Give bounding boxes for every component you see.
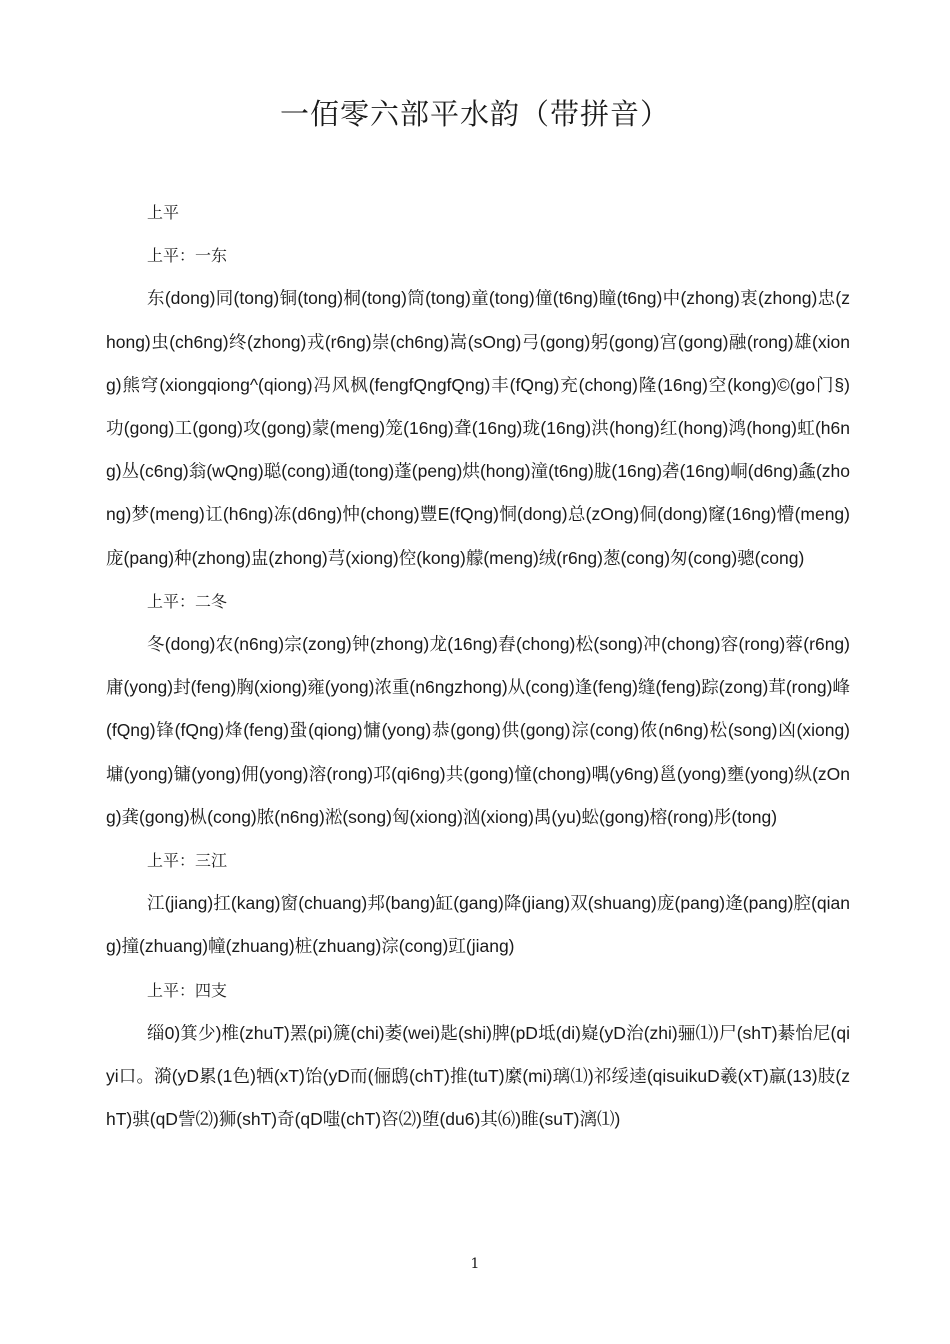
document-title: 一佰零六部平水韵（带拼音） <box>279 97 670 131</box>
rhyme-paragraph: 冬(dong)农(n6ng)宗(zong)钟(zhong)龙(16ng)舂(chong)松(song)冲(chong)容(rong)蓉(r6ng)庸(yong)封(feng)胸(xiong)雍(yong)浓重(n6ngzhong)从(cong)逢(feng)缝(feng)踪(zong)茸(rong)峰(fQng)锋(fQng)烽(feng)蛩(qiong)慵(yong)恭(gong)供(gong)淙(cong)侬(n6ng)松(song)凶(xiong)墉(yong)镛(yong)佣(yong)溶(rong)邛(qi6ng)共(gong)憧(chong)喁(y6ng)邕(yong)壅(yong)纵(zOng)龚(gong)枞(cong)脓(n6ng)淞(song)匈(xiong)汹(xiong)禺(yu)蚣(gong)榕(rong)彤(tong) <box>106 634 850 827</box>
document-body <box>106 191 850 1141</box>
section-heading: 上平：四支 <box>147 980 228 1000</box>
rhyme-paragraph: 江(jiang)扛(kang)窗(chuang)邦(bang)缸(gang)降(jiang)双(shuang)庞(pang)逄(pang)腔(qiang)撞(zhuang)幢(zhuang)桩(zhuang)淙(cong)豇(jiang) <box>106 893 850 957</box>
page-number: 1 <box>470 1256 480 1272</box>
section-heading: 上平：三江 <box>147 851 228 871</box>
section-heading: 上平：一东 <box>147 246 228 266</box>
rhyme-paragraph: 缁0)箕少)椎(zhuT)罴(pi)篪(chi)萎(wei)匙(shi)脾(pD坻(di)嶷(yD治(zhi)骊⑴)尸(shT)綦怡尼(qiyi口。漪(yD累(1色)牺(xT)饴(yD而(俪鸱(chT)推(tuT)縻(mi)璃⑴)祁绥逵(qisuikuD羲(xT)羸(13)肢(zhT)骐(qD訾⑵)狮(shT)奇(qD嗤(chT)咨⑵)堕(du6)其⑹)睢(suT)漓⑴) <box>106 1022 850 1130</box>
rhyme-paragraph: 东(dong)同(tong)铜(tong)桐(tong)筒(tong)童(tong)僮(t6ng)瞳(t6ng)中(zhong)衷(zhong)忠(zhong)虫(ch6ng)终(zhong)戎(r6ng)崇(ch6ng)嵩(sOng)弓(gong)躬(gong)宫(gong)融(rong)雄(xiong)熊穹(xiongqiong^(qiong)冯风枫(fengfQngfQng)丰(fQng)充(chong)隆(16ng)空(kong)©(go门§)功(gong)工(gong)攻(gong)蒙(meng)笼(16ng)聋(16ng)珑(16ng)洪(hong)红(hong)鸿(hong)虹(h6ng)丛(c6ng)翁(wQng)聪(cong)通(tong)蓬(peng)烘(hong)潼(t6ng)胧(16ng)砻(16ng)峒(d6ng)螽(zhong)梦(meng)讧(h6ng)冻(d6ng)忡(chong)豐E(fQng)恫(dong)总(zOng)侗(dong)窿(16ng)懵(meng)庞(pang)种(zhong)盅(zhong)芎(xiong)倥(kong)艨(meng)绒(r6ng)葱(cong)匆(cong)骢(cong) <box>106 288 850 568</box>
section-heading: 上平：二冬 <box>147 591 228 611</box>
section-heading: 上平 <box>147 203 180 222</box>
